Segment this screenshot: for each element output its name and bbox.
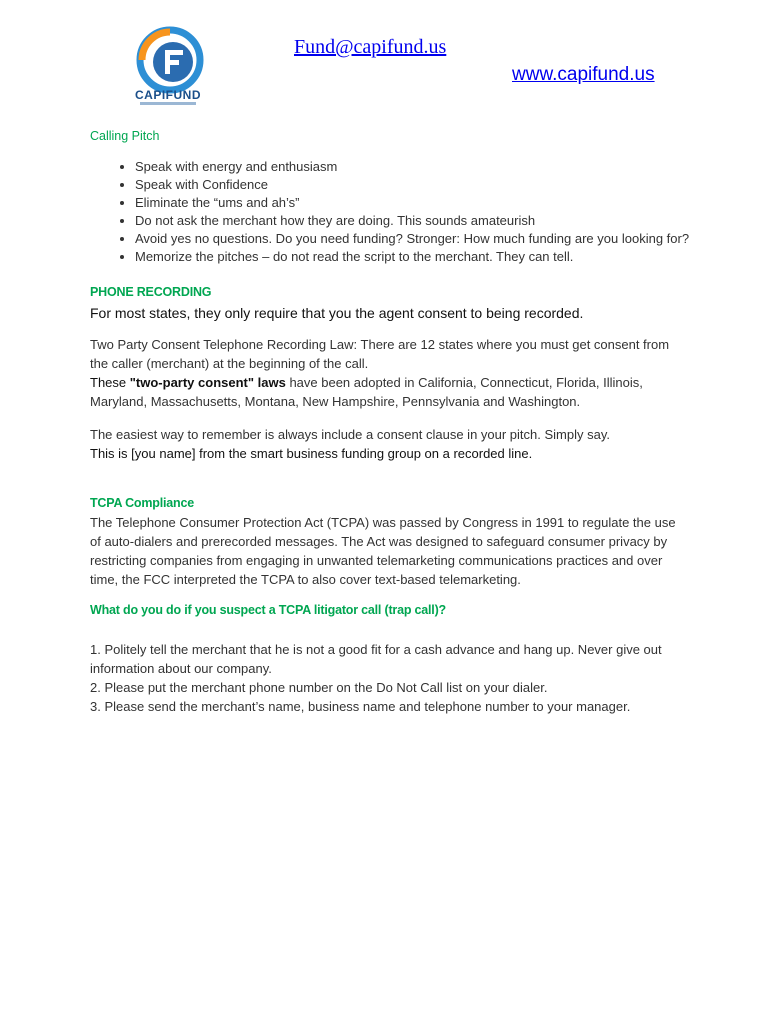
calling-pitch-heading: Calling Pitch	[90, 129, 160, 143]
easiest-way-text: The easiest way to remember is always include a consent clause in your pitch. Simply say.	[90, 427, 610, 442]
email-link[interactable]: Fund@capifund.us	[294, 36, 447, 58]
recorded-line-script: This is [you name] from the smart business funding group on a recorded line.	[90, 446, 533, 461]
logo-tagline-bar	[140, 102, 196, 105]
tcpa-step-1: 1. Politely tell the merchant that he is not a good fit for a cash advance and hang up. Never give out information about our company.	[90, 642, 662, 676]
tcpa-question-heading: What do you do if you suspect a TCPA litigator call (trap call)?	[90, 603, 446, 617]
tcpa-heading: TCPA Compliance	[90, 496, 194, 510]
phone-recording-heading: PHONE RECORDING	[90, 285, 212, 299]
tcpa-body: The Telephone Consumer Protection Act (TCPA) was passed by Congress in 1991 to regulate the use of auto-dialers and prerecorded messages. The Act was designed to safeguard consumer privacy by restricting companies from engaging in unwanted telemarketing communications practices and over time, the FCC interpreted the TCPA to also cover text-based telemarketing.	[90, 515, 676, 587]
list-item: • Eliminate the “ums and ah’s”	[135, 194, 690, 212]
list-item: • Memorize the pitches – do not read the script to the merchant. They can tell.	[135, 248, 690, 266]
tcpa-step-3: 3. Please send the merchant’s name, business name and telephone number to your manager.	[90, 699, 631, 714]
logo-wordmark: CAPIFUND	[135, 88, 201, 102]
two-party-states-text: These "two-party consent" laws have been adopted in California, Connecticut, Florida, Illinois, Maryland, Massachusetts, Montana, New Hampshire, Pennsylvania and Washington.	[90, 375, 643, 409]
calling-pitch-list	[90, 158, 690, 266]
two-party-consent-text: Two Party Consent Telephone Recording Law: There are 12 states where you must get consent from the caller (merchant) at the beginning of the call.	[90, 337, 670, 371]
document-body	[90, 127, 690, 716]
list-item: • Speak with energy and enthusiasm	[135, 158, 690, 176]
list-item: • Avoid yes no questions. Do you need funding? Stronger: How much funding are you looking for?	[135, 230, 690, 248]
list-item: • Do not ask the merchant how they are doing. This sounds amateurish	[135, 212, 690, 230]
tcpa-step-2: 2. Please put the merchant phone number on the Do Not Call list on your dialer.	[90, 680, 548, 695]
website-link[interactable]: www.capifund.us	[512, 64, 655, 85]
list-item: • Speak with Confidence	[135, 176, 690, 194]
phone-recording-intro: For most states, they only require that you the agent consent to being recorded.	[90, 305, 584, 321]
